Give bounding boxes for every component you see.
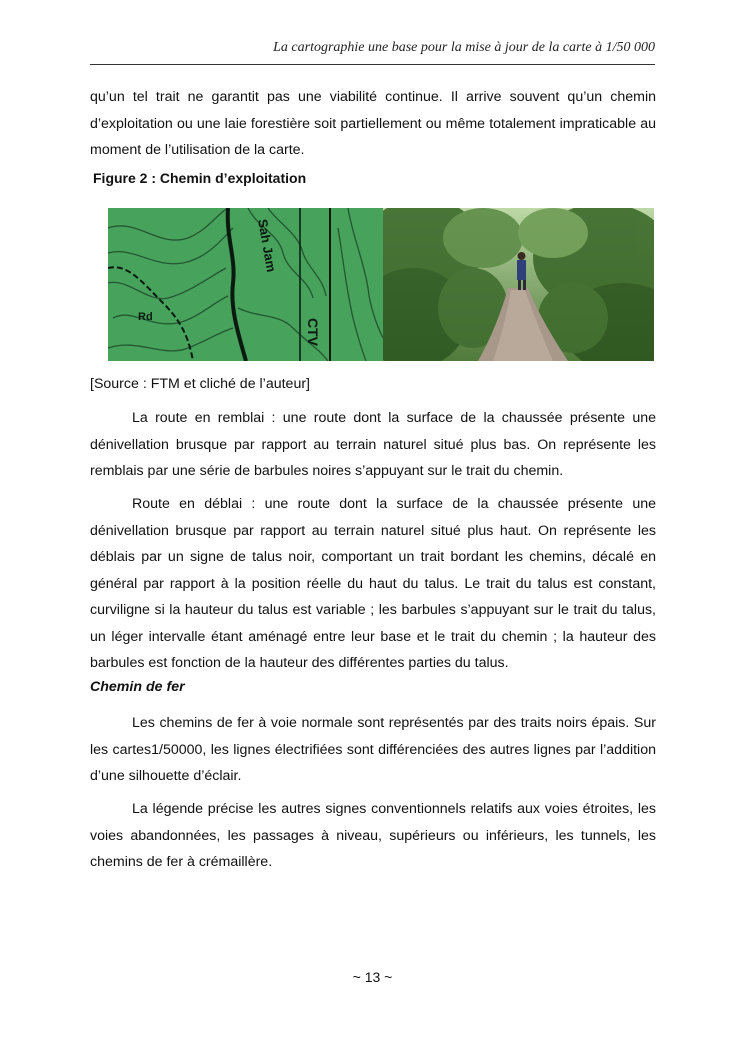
map-label-rd: Rd xyxy=(138,311,153,323)
map-label-sahjam: Sah Jam xyxy=(255,217,280,274)
figure-2 xyxy=(108,208,654,361)
topographic-map-image xyxy=(108,208,383,361)
figure-caption: Figure 2 : Chemin d’exploitation xyxy=(93,170,307,186)
paragraph-route-deblai: Route en déblai : une route dont la surface de la chaussée présente une dénivellation brusque par rapport au terrain naturel situé plus haut. On représente les déblais par un signe de talus noir, comportant un trait bordant les chemins, décalé en général par rapport à la position réelle du haut du talus. Le trait du talus est constant, curviligne si la hauteur du talus est variable ; les barbules s’appuyant sur le trait du talus, un léger intervalle étant aménagé entre leur base et le trait du chemin ; la hauteur des barbules est fonction de la hauteur des différentes parties du talus. xyxy=(90,496,656,671)
page-number: ~ 13 ~ xyxy=(352,969,393,985)
subheading-chemin-de-fer: Chemin de fer xyxy=(90,679,185,695)
paragraph-chemin-exploitation: qu’un tel trait ne garantit pas une viabilité continue. Il arrive souvent qu’un chemin d’exploitation ou une laie forestière soit partiellement ou même totalement impraticable au moment de l’utilisation de la carte. xyxy=(90,89,656,158)
paragraph-legende: La légende précise les autres signes conventionnels relatifs aux voies étroites, les voies abandonnées, les passages à niveau, supérieurs ou inférieurs, les tunnels, les chemins de fer à crémaillère. xyxy=(90,801,656,870)
map-label-ctv: CTV xyxy=(305,318,321,346)
forest-path-photo xyxy=(383,208,654,361)
paragraph-chemins-de-fer: Les chemins de fer à voie normale sont représentés par des traits noirs épais. Sur les cartes1/50000, les lignes électrifiées sont différenciées des autres lignes par l’addition d’une silhouette d’éclair. xyxy=(90,715,656,784)
paragraph-route-remblai: La route en remblai : une route dont la surface de la chaussée présente une dénivellation brusque par rapport au terrain naturel situé plus bas. On représente les remblais par une série de barbules noires s’appuyant sur le trait du chemin. xyxy=(90,410,656,479)
running-header: La cartographie une base pour la mise à jour de la carte à 1/50 000 xyxy=(90,40,655,65)
figure-source: [Source : FTM et cliché de l’auteur] xyxy=(90,376,310,392)
